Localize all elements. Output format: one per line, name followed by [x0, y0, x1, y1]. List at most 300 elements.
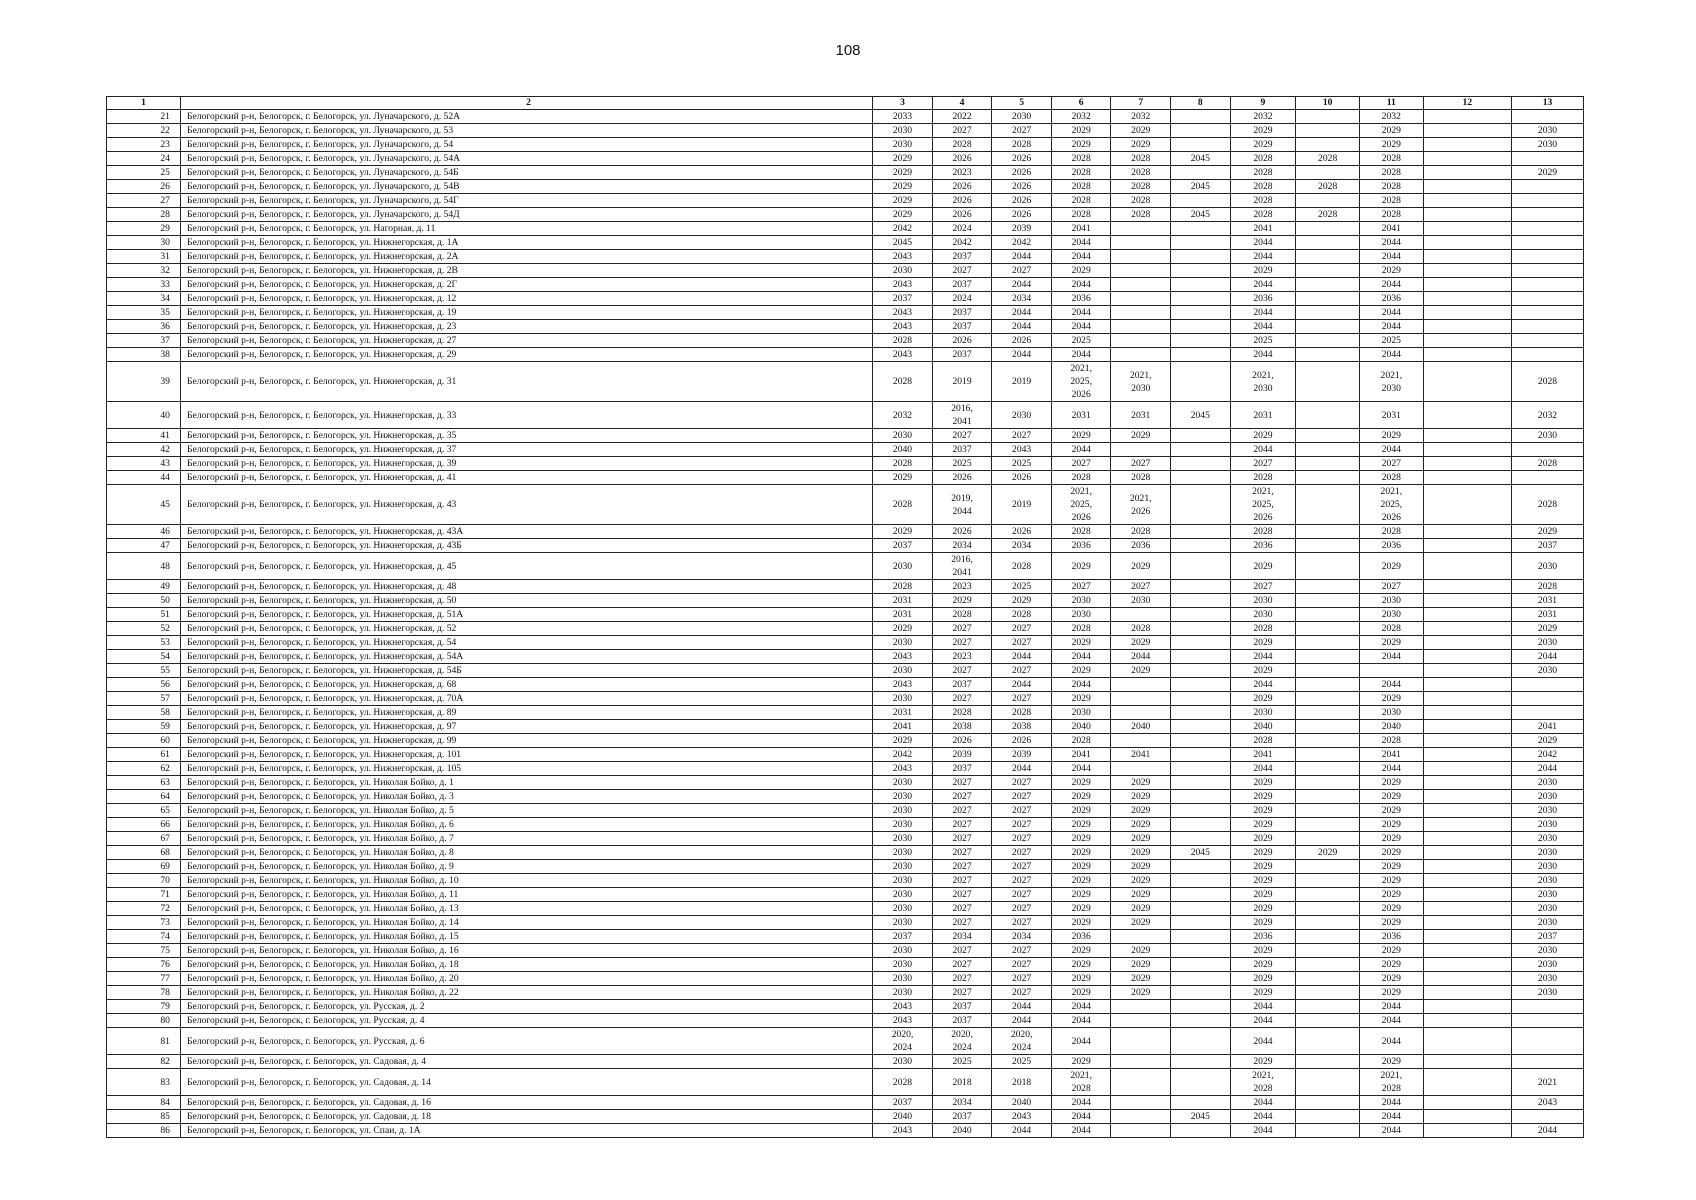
year-cell-col-10	[1296, 539, 1360, 553]
year-cell-col-8	[1171, 678, 1231, 692]
year-cell-col-9: 2029	[1230, 429, 1296, 443]
year-cell-col-10	[1296, 636, 1360, 650]
year-cell-col-12	[1423, 443, 1511, 457]
year-cell-col-13	[1511, 320, 1583, 334]
year-cell-col-9: 2029	[1230, 986, 1296, 1000]
address-cell: Белогорский р-н, Белогорск, г. Белогорск, ул. Русская, д. 6	[180, 1028, 872, 1055]
year-cell-col-9: 2029	[1230, 832, 1296, 846]
year-cell-col-6: 2028	[1051, 525, 1111, 539]
year-cell-col-4: 2027	[932, 622, 992, 636]
year-cell-col-5: 2018	[992, 1069, 1052, 1096]
row-number-cell: 73	[107, 916, 181, 930]
year-cell-col-9: 2029	[1230, 664, 1296, 678]
year-cell-col-6: 2028	[1051, 471, 1111, 485]
year-cell-col-13	[1511, 348, 1583, 362]
year-cell-col-8	[1171, 720, 1231, 734]
year-cell-col-3: 2031	[873, 608, 933, 622]
row-number-cell: 59	[107, 720, 181, 734]
address-cell: Белогорский р-н, Белогорск, г. Белогорск, ул. Нижнегорская, д. 54А	[180, 650, 872, 664]
year-cell-col-5: 2034	[992, 539, 1052, 553]
year-cell-col-8	[1171, 443, 1231, 457]
year-cell-col-12	[1423, 1014, 1511, 1028]
year-cell-col-6: 2028	[1051, 166, 1111, 180]
row-number-cell: 75	[107, 944, 181, 958]
address-cell: Белогорский р-н, Белогорск, г. Белогорск, ул. Нижнегорская, д. 48	[180, 580, 872, 594]
year-cell-col-5: 2019	[992, 485, 1052, 525]
year-cell-col-13: 2030	[1511, 860, 1583, 874]
year-cell-col-13: 2030	[1511, 874, 1583, 888]
year-cell-col-6: 2036	[1051, 539, 1111, 553]
year-cell-col-8	[1171, 553, 1231, 580]
year-cell-col-5: 2026	[992, 152, 1052, 166]
year-cell-col-7: 2029	[1111, 860, 1171, 874]
year-cell-col-13: 2030	[1511, 804, 1583, 818]
year-cell-col-3: 2030	[873, 553, 933, 580]
year-cell-col-5: 2027	[992, 264, 1052, 278]
address-cell: Белогорский р-н, Белогорск, г. Белогорск, ул. Нижнегорская, д. 45	[180, 553, 872, 580]
year-cell-col-13: 2044	[1511, 650, 1583, 664]
year-cell-col-4: 2027	[932, 636, 992, 650]
column-header-5: 5	[992, 97, 1052, 110]
year-cell-col-6: 2040	[1051, 720, 1111, 734]
year-cell-col-7: 2029	[1111, 790, 1171, 804]
year-cell-col-5: 2019	[992, 362, 1052, 402]
table-row	[107, 402, 1584, 429]
year-cell-col-11: 2041	[1359, 222, 1423, 236]
column-header-6: 6	[1051, 97, 1111, 110]
year-cell-col-8	[1171, 124, 1231, 138]
year-cell-col-12	[1423, 580, 1511, 594]
year-cell-col-3: 2030	[873, 958, 933, 972]
table-row	[107, 236, 1584, 250]
address-cell: Белогорский р-н, Белогорск, г. Белогорск, ул. Луначарского, д. 54	[180, 138, 872, 152]
year-cell-col-13: 2030	[1511, 138, 1583, 152]
year-cell-col-9: 2030	[1230, 594, 1296, 608]
year-cell-col-8	[1171, 902, 1231, 916]
year-cell-col-4: 2038	[932, 720, 992, 734]
year-cell-col-13: 2030	[1511, 916, 1583, 930]
year-cell-col-6: 2028	[1051, 152, 1111, 166]
year-cell-col-13: 2030	[1511, 790, 1583, 804]
year-cell-col-5: 2027	[992, 692, 1052, 706]
year-cell-col-12	[1423, 236, 1511, 250]
table-row	[107, 334, 1584, 348]
column-header-2: 2	[180, 97, 872, 110]
year-cell-col-10	[1296, 1096, 1360, 1110]
year-cell-col-10	[1296, 292, 1360, 306]
year-cell-col-11	[1359, 664, 1423, 678]
year-cell-col-11: 2021, 2030	[1359, 362, 1423, 402]
table-row	[107, 958, 1584, 972]
year-cell-col-4: 2027	[932, 916, 992, 930]
year-cell-col-4: 2026	[932, 734, 992, 748]
address-cell: Белогорский р-н, Белогорск, г. Белогорск, ул. Нижнегорская, д. 27	[180, 334, 872, 348]
year-cell-col-11: 2030	[1359, 608, 1423, 622]
year-cell-col-8	[1171, 1055, 1231, 1069]
year-cell-col-4: 2024	[932, 222, 992, 236]
year-cell-col-11: 2029	[1359, 958, 1423, 972]
year-cell-col-12	[1423, 1055, 1511, 1069]
year-cell-col-12	[1423, 539, 1511, 553]
year-cell-col-6: 2021, 2028	[1051, 1069, 1111, 1096]
year-cell-col-4: 2037	[932, 278, 992, 292]
year-cell-col-4: 2020, 2024	[932, 1028, 992, 1055]
year-cell-col-8	[1171, 790, 1231, 804]
year-cell-col-6: 2029	[1051, 986, 1111, 1000]
year-cell-col-9: 2044	[1230, 1110, 1296, 1124]
year-cell-col-12	[1423, 124, 1511, 138]
year-cell-col-9: 2044	[1230, 236, 1296, 250]
row-number-cell: 85	[107, 1110, 181, 1124]
year-cell-col-6: 2044	[1051, 1014, 1111, 1028]
address-cell: Белогорский р-н, Белогорск, г. Белогорск, ул. Николая Бойко, д. 18	[180, 958, 872, 972]
year-cell-col-6: 2029	[1051, 804, 1111, 818]
year-cell-col-11: 2029	[1359, 776, 1423, 790]
year-cell-col-7: 2029	[1111, 888, 1171, 902]
address-cell: Белогорский р-н, Белогорск, г. Белогорск, ул. Луначарского, д. 54А	[180, 152, 872, 166]
year-cell-col-9: 2029	[1230, 818, 1296, 832]
year-cell-col-13	[1511, 1014, 1583, 1028]
year-cell-col-11: 2029	[1359, 986, 1423, 1000]
year-cell-col-11: 2044	[1359, 250, 1423, 264]
year-cell-col-4: 2027	[932, 692, 992, 706]
year-cell-col-13: 2029	[1511, 525, 1583, 539]
year-cell-col-11: 2028	[1359, 525, 1423, 539]
year-cell-col-6: 2044	[1051, 236, 1111, 250]
year-cell-col-8	[1171, 818, 1231, 832]
year-cell-col-10: 2029	[1296, 846, 1360, 860]
year-cell-col-6: 2029	[1051, 124, 1111, 138]
address-cell: Белогорский р-н, Белогорск, г. Белогорск, ул. Николая Бойко, д. 3	[180, 790, 872, 804]
year-cell-col-10	[1296, 124, 1360, 138]
year-cell-col-9: 2029	[1230, 902, 1296, 916]
year-cell-col-12	[1423, 958, 1511, 972]
year-cell-col-9: 2028	[1230, 208, 1296, 222]
row-number-cell: 72	[107, 902, 181, 916]
year-cell-col-8	[1171, 748, 1231, 762]
year-cell-col-3: 2043	[873, 1000, 933, 1014]
year-cell-col-9: 2044	[1230, 1028, 1296, 1055]
year-cell-col-8	[1171, 1069, 1231, 1096]
year-cell-col-11: 2028	[1359, 734, 1423, 748]
year-cell-col-9: 2029	[1230, 874, 1296, 888]
column-header-10: 10	[1296, 97, 1360, 110]
table-row	[107, 846, 1584, 860]
year-cell-col-10	[1296, 804, 1360, 818]
year-cell-col-11: 2029	[1359, 818, 1423, 832]
year-cell-col-9: 2029	[1230, 776, 1296, 790]
year-cell-col-8	[1171, 888, 1231, 902]
table-row	[107, 664, 1584, 678]
address-cell: Белогорский р-н, Белогорск, г. Белогорск, ул. Николая Бойко, д. 14	[180, 916, 872, 930]
year-cell-col-5: 2027	[992, 888, 1052, 902]
year-cell-col-4: 2042	[932, 236, 992, 250]
row-number-cell: 47	[107, 539, 181, 553]
year-cell-col-8	[1171, 916, 1231, 930]
year-cell-col-5: 2027	[992, 972, 1052, 986]
year-cell-col-5: 2027	[992, 986, 1052, 1000]
year-cell-col-11: 2044	[1359, 650, 1423, 664]
year-cell-col-3: 2030	[873, 888, 933, 902]
year-cell-col-13: 2031	[1511, 594, 1583, 608]
year-cell-col-7: 2036	[1111, 539, 1171, 553]
year-cell-col-12	[1423, 278, 1511, 292]
year-cell-col-10	[1296, 986, 1360, 1000]
table-row	[107, 1124, 1584, 1138]
row-number-cell: 64	[107, 790, 181, 804]
year-cell-col-7: 2028	[1111, 180, 1171, 194]
year-cell-col-11: 2044	[1359, 1014, 1423, 1028]
address-cell: Белогорский р-н, Белогорск, г. Белогорск, ул. Луначарского, д. 53	[180, 124, 872, 138]
year-cell-col-4: 2027	[932, 804, 992, 818]
year-cell-col-8: 2045	[1171, 846, 1231, 860]
year-cell-col-13	[1511, 334, 1583, 348]
year-cell-col-4: 2037	[932, 1000, 992, 1014]
year-cell-col-13: 2029	[1511, 734, 1583, 748]
year-cell-col-4: 2023	[932, 650, 992, 664]
year-cell-col-9: 2044	[1230, 1014, 1296, 1028]
year-cell-col-3: 2031	[873, 706, 933, 720]
year-cell-col-8	[1171, 664, 1231, 678]
year-cell-col-8	[1171, 692, 1231, 706]
address-cell: Белогорский р-н, Белогорск, г. Белогорск, ул. Николая Бойко, д. 1	[180, 776, 872, 790]
table-row	[107, 166, 1584, 180]
year-cell-col-12	[1423, 916, 1511, 930]
year-cell-col-8	[1171, 320, 1231, 334]
year-cell-col-9: 2028	[1230, 525, 1296, 539]
year-cell-col-3: 2030	[873, 818, 933, 832]
table-row	[107, 860, 1584, 874]
table-row	[107, 580, 1584, 594]
year-cell-col-3: 2043	[873, 278, 933, 292]
year-cell-col-13	[1511, 306, 1583, 320]
year-cell-col-8	[1171, 348, 1231, 362]
year-cell-col-12	[1423, 874, 1511, 888]
year-cell-col-12	[1423, 152, 1511, 166]
row-number-cell: 54	[107, 650, 181, 664]
address-cell: Белогорский р-н, Белогорск, г. Белогорск, ул. Нижнегорская, д. 39	[180, 457, 872, 471]
year-cell-col-10	[1296, 888, 1360, 902]
row-number-cell: 45	[107, 485, 181, 525]
table-row	[107, 264, 1584, 278]
year-cell-col-7	[1111, 1110, 1171, 1124]
year-cell-col-10	[1296, 818, 1360, 832]
year-cell-col-8	[1171, 334, 1231, 348]
year-cell-col-8	[1171, 608, 1231, 622]
year-cell-col-10	[1296, 776, 1360, 790]
year-cell-col-9: 2028	[1230, 180, 1296, 194]
year-cell-col-12	[1423, 320, 1511, 334]
year-cell-col-13: 2043	[1511, 1096, 1583, 1110]
year-cell-col-10	[1296, 1014, 1360, 1028]
year-cell-col-13	[1511, 194, 1583, 208]
year-cell-col-4: 2037	[932, 306, 992, 320]
year-cell-col-11: 2036	[1359, 292, 1423, 306]
year-cell-col-13	[1511, 678, 1583, 692]
row-number-cell: 51	[107, 608, 181, 622]
year-cell-col-11: 2044	[1359, 762, 1423, 776]
year-cell-col-8	[1171, 972, 1231, 986]
address-cell: Белогорский р-н, Белогорск, г. Белогорск, ул. Николая Бойко, д. 8	[180, 846, 872, 860]
year-cell-col-4: 2027	[932, 790, 992, 804]
table-row	[107, 457, 1584, 471]
year-cell-col-4: 2034	[932, 930, 992, 944]
year-cell-col-7	[1111, 278, 1171, 292]
year-cell-col-13	[1511, 1055, 1583, 1069]
address-cell: Белогорский р-н, Белогорск, г. Белогорск, ул. Нижнегорская, д. 52	[180, 622, 872, 636]
year-cell-col-6: 2036	[1051, 292, 1111, 306]
year-cell-col-8	[1171, 986, 1231, 1000]
table-row	[107, 1069, 1584, 1096]
year-cell-col-9: 2028	[1230, 622, 1296, 636]
year-cell-col-5: 2039	[992, 222, 1052, 236]
year-cell-col-8	[1171, 539, 1231, 553]
row-number-cell: 61	[107, 748, 181, 762]
year-cell-col-8	[1171, 734, 1231, 748]
year-cell-col-12	[1423, 1069, 1511, 1096]
year-cell-col-12	[1423, 1000, 1511, 1014]
table-row	[107, 636, 1584, 650]
year-cell-col-11: 2044	[1359, 306, 1423, 320]
year-cell-col-6: 2029	[1051, 429, 1111, 443]
year-cell-col-11: 2021, 2028	[1359, 1069, 1423, 1096]
row-number-cell: 21	[107, 110, 181, 124]
year-cell-col-10	[1296, 916, 1360, 930]
year-cell-col-3: 2030	[873, 1055, 933, 1069]
year-cell-col-11: 2021, 2025, 2026	[1359, 485, 1423, 525]
year-cell-col-6: 2044	[1051, 348, 1111, 362]
table-row	[107, 443, 1584, 457]
year-cell-col-6: 2029	[1051, 790, 1111, 804]
year-cell-col-10	[1296, 790, 1360, 804]
year-cell-col-13: 2028	[1511, 485, 1583, 525]
year-cell-col-8	[1171, 874, 1231, 888]
year-cell-col-4: 2037	[932, 348, 992, 362]
year-cell-col-6: 2044	[1051, 762, 1111, 776]
table-row	[107, 622, 1584, 636]
year-cell-col-8	[1171, 236, 1231, 250]
year-cell-col-12	[1423, 166, 1511, 180]
year-cell-col-13	[1511, 471, 1583, 485]
year-cell-col-4: 2027	[932, 664, 992, 678]
address-cell: Белогорский р-н, Белогорск, г. Белогорск, ул. Нижнегорская, д. 2А	[180, 250, 872, 264]
year-cell-col-5: 2025	[992, 1055, 1052, 1069]
year-cell-col-7: 2029	[1111, 664, 1171, 678]
row-number-cell: 37	[107, 334, 181, 348]
year-cell-col-9: 2044	[1230, 306, 1296, 320]
year-cell-col-7	[1111, 250, 1171, 264]
year-cell-col-9: 2029	[1230, 124, 1296, 138]
year-cell-col-7: 2032	[1111, 110, 1171, 124]
year-cell-col-12	[1423, 902, 1511, 916]
table-row	[107, 832, 1584, 846]
year-cell-col-3: 2043	[873, 250, 933, 264]
year-cell-col-13	[1511, 292, 1583, 306]
address-cell: Белогорский р-н, Белогорск, г. Белогорск, ул. Николая Бойко, д. 7	[180, 832, 872, 846]
year-cell-col-10	[1296, 264, 1360, 278]
year-cell-col-3: 2031	[873, 594, 933, 608]
year-cell-col-8	[1171, 1014, 1231, 1028]
year-cell-col-5: 2027	[992, 860, 1052, 874]
year-cell-col-4: 2027	[932, 818, 992, 832]
year-cell-col-11: 2030	[1359, 706, 1423, 720]
year-cell-col-8	[1171, 636, 1231, 650]
row-number-cell: 38	[107, 348, 181, 362]
year-cell-col-8	[1171, 1028, 1231, 1055]
year-cell-col-12	[1423, 194, 1511, 208]
year-cell-col-9: 2044	[1230, 650, 1296, 664]
year-cell-col-9: 2028	[1230, 194, 1296, 208]
year-cell-col-8: 2045	[1171, 180, 1231, 194]
year-cell-col-7: 2028	[1111, 194, 1171, 208]
year-cell-col-9: 2029	[1230, 804, 1296, 818]
year-cell-col-6: 2029	[1051, 860, 1111, 874]
table-row	[107, 678, 1584, 692]
year-cell-col-11: 2029	[1359, 692, 1423, 706]
year-cell-col-8	[1171, 860, 1231, 874]
year-cell-col-10	[1296, 443, 1360, 457]
year-cell-col-13	[1511, 706, 1583, 720]
table-row	[107, 916, 1584, 930]
year-cell-col-4: 2037	[932, 320, 992, 334]
year-cell-col-6: 2044	[1051, 320, 1111, 334]
year-cell-col-13: 2037	[1511, 930, 1583, 944]
year-cell-col-5: 2042	[992, 236, 1052, 250]
table-row	[107, 138, 1584, 152]
year-cell-col-7: 2029	[1111, 804, 1171, 818]
column-header-3: 3	[873, 97, 933, 110]
address-cell: Белогорский р-н, Белогорск, г. Белогорск, ул. Луначарского, д. 54Д	[180, 208, 872, 222]
year-cell-col-12	[1423, 762, 1511, 776]
address-cell: Белогорский р-н, Белогорск, г. Белогорск, ул. Николая Бойко, д. 10	[180, 874, 872, 888]
year-cell-col-3: 2030	[873, 776, 933, 790]
address-cell: Белогорский р-н, Белогорск, г. Белогорск, ул. Нижнегорская, д. 54	[180, 636, 872, 650]
row-number-cell: 71	[107, 888, 181, 902]
year-cell-col-8	[1171, 580, 1231, 594]
year-cell-col-5: 2034	[992, 292, 1052, 306]
year-cell-col-10	[1296, 553, 1360, 580]
address-cell: Белогорский р-н, Белогорск, г. Белогорск, ул. Нижнегорская, д. 43А	[180, 525, 872, 539]
year-cell-col-5: 2027	[992, 429, 1052, 443]
column-header-8: 8	[1171, 97, 1231, 110]
year-cell-col-11: 2040	[1359, 720, 1423, 734]
row-number-cell: 22	[107, 124, 181, 138]
year-cell-col-4: 2027	[932, 958, 992, 972]
year-cell-col-10	[1296, 1055, 1360, 1069]
year-cell-col-11: 2027	[1359, 457, 1423, 471]
year-cell-col-13: 2032	[1511, 402, 1583, 429]
year-cell-col-11: 2036	[1359, 930, 1423, 944]
year-cell-col-3: 2043	[873, 1014, 933, 1028]
row-number-cell: 57	[107, 692, 181, 706]
year-cell-col-6: 2028	[1051, 622, 1111, 636]
table-row	[107, 1028, 1584, 1055]
year-cell-col-7	[1111, 348, 1171, 362]
year-cell-col-3: 2043	[873, 306, 933, 320]
year-cell-col-3: 2030	[873, 916, 933, 930]
year-cell-col-8	[1171, 594, 1231, 608]
year-cell-col-13	[1511, 1110, 1583, 1124]
year-cell-col-6: 2031	[1051, 402, 1111, 429]
year-cell-col-13: 2028	[1511, 457, 1583, 471]
column-header-11: 11	[1359, 97, 1423, 110]
year-cell-col-5: 2028	[992, 138, 1052, 152]
year-cell-col-3: 2030	[873, 972, 933, 986]
header-row	[107, 97, 1584, 110]
year-cell-col-7: 2021, 2026	[1111, 485, 1171, 525]
year-cell-col-5: 2044	[992, 650, 1052, 664]
year-cell-col-11: 2029	[1359, 124, 1423, 138]
